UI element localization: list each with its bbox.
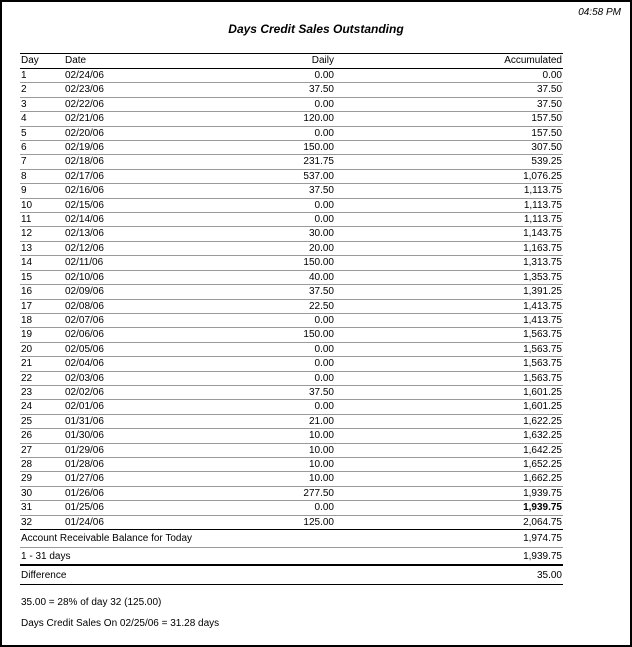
cell-day: 26 [20,429,64,443]
cell-accumulated: 37.50 [335,83,563,97]
cell-accumulated: 1,413.75 [335,313,563,327]
cell-day: 2 [20,83,64,97]
cell-accumulated: 1,563.75 [335,328,563,342]
report-time: 04:58 PM [578,7,621,18]
cell-date: 02/21/06 [64,112,200,126]
cell-daily: 37.50 [200,184,335,198]
cell-date: 02/17/06 [64,169,200,183]
cell-daily: 0.00 [200,342,335,356]
cell-daily: 150.00 [200,256,335,270]
cell-accumulated: 1,563.75 [335,357,563,371]
cell-daily: 10.00 [200,443,335,457]
cell-day: 13 [20,241,64,255]
cell-accumulated: 1,076.25 [335,169,563,183]
table-row [20,385,563,399]
cell-date: 02/20/06 [64,126,200,140]
table-row [20,97,563,111]
cell-day: 30 [20,486,64,500]
cell-day: 29 [20,472,64,486]
table-row [20,69,563,83]
cell-day: 15 [20,270,64,284]
cell-daily: 10.00 [200,457,335,471]
cell-date: 02/23/06 [64,83,200,97]
cell-daily: 10.00 [200,472,335,486]
cell-date: 02/06/06 [64,328,200,342]
table-row [20,400,563,414]
cell-date: 02/24/06 [64,69,200,83]
table-body [20,69,563,530]
cell-daily: 37.50 [200,385,335,399]
cell-accumulated: 37.50 [335,97,563,111]
table-row [20,457,563,471]
cell-accumulated: 1,622.25 [335,414,563,428]
cell-accumulated: 1,413.75 [335,299,563,313]
cell-daily: 10.00 [200,429,335,443]
cell-date: 02/22/06 [64,97,200,111]
column-header-date: Date [64,54,200,69]
cell-day: 27 [20,443,64,457]
cell-date: 01/28/06 [64,457,200,471]
cell-accumulated: 539.25 [335,155,563,169]
cell-daily: 0.00 [200,198,335,212]
cell-day: 19 [20,328,64,342]
cell-date: 02/05/06 [64,342,200,356]
cell-accumulated: 1,313.75 [335,256,563,270]
cell-accumulated: 2,064.75 [335,515,563,529]
cell-daily: 277.50 [200,486,335,500]
cell-daily: 21.00 [200,414,335,428]
table-row [20,83,563,97]
cell-day: 21 [20,357,64,371]
cell-accumulated: 1,353.75 [335,270,563,284]
cell-day: 12 [20,227,64,241]
cell-accumulated: 1,642.25 [335,443,563,457]
table-row [20,126,563,140]
cell-date: 02/18/06 [64,155,200,169]
cell-daily: 0.00 [200,69,335,83]
table-row [20,299,563,313]
report-title: Days Credit Sales Outstanding [228,22,404,36]
cell-date: 02/13/06 [64,227,200,241]
cell-day: 1 [20,69,64,83]
sales-table [20,53,563,530]
cell-date: 01/30/06 [64,429,200,443]
cell-day: 23 [20,385,64,399]
cell-date: 01/31/06 [64,414,200,428]
cell-accumulated: 1,143.75 [335,227,563,241]
cell-day: 14 [20,256,64,270]
table-row [20,198,563,212]
column-header-day: Day [20,54,64,69]
cell-daily: 150.00 [200,141,335,155]
cell-daily: 20.00 [200,241,335,255]
cell-daily: 537.00 [200,169,335,183]
table-row [20,357,563,371]
cell-day: 10 [20,198,64,212]
cell-daily: 37.50 [200,285,335,299]
table-row [20,328,563,342]
cell-date: 02/04/06 [64,357,200,371]
cell-daily: 231.75 [200,155,335,169]
cell-day: 28 [20,457,64,471]
table-row [20,515,563,529]
cell-accumulated: 1,113.75 [335,213,563,227]
cell-accumulated: 1,563.75 [335,371,563,385]
cell-day: 3 [20,97,64,111]
cell-date: 02/15/06 [64,198,200,212]
table-row [20,443,563,457]
cell-date: 02/01/06 [64,400,200,414]
cell-date: 02/03/06 [64,371,200,385]
cell-daily: 120.00 [200,112,335,126]
summary-value: 1,974.75 [523,533,562,544]
cell-day: 25 [20,414,64,428]
cell-date: 01/29/06 [64,443,200,457]
cell-day: 20 [20,342,64,356]
cell-accumulated: 1,163.75 [335,241,563,255]
cell-date: 02/11/06 [64,256,200,270]
summary-label: Difference [21,569,67,581]
table-row [20,486,563,500]
cell-daily: 0.00 [200,400,335,414]
table-row [20,169,563,183]
cell-date: 02/16/06 [64,184,200,198]
cell-date: 02/08/06 [64,299,200,313]
table-row [20,213,563,227]
cell-daily: 0.00 [200,357,335,371]
table-row [20,184,563,198]
table-row [20,414,563,428]
table-row [20,141,563,155]
cell-date: 01/27/06 [64,472,200,486]
cell-date: 02/09/06 [64,285,200,299]
table-row [20,371,563,385]
cell-day: 8 [20,169,64,183]
cell-daily: 150.00 [200,328,335,342]
summary-label: Account Receivable Balance for Today [21,533,193,544]
cell-day: 22 [20,371,64,385]
cell-daily: 40.00 [200,270,335,284]
cell-day: 6 [20,141,64,155]
cell-day: 5 [20,126,64,140]
cell-day: 32 [20,515,64,529]
cell-daily: 37.50 [200,83,335,97]
summary-value: 35.00 [536,569,562,581]
summary-value: 1,939.75 [523,550,562,562]
table-row [20,342,563,356]
cell-accumulated: 1,652.25 [335,457,563,471]
cell-date: 01/25/06 [64,501,200,515]
cell-accumulated: 1,563.75 [335,342,563,356]
cell-day: 9 [20,184,64,198]
table-row [20,256,563,270]
cell-date: 02/02/06 [64,385,200,399]
cell-day: 7 [20,155,64,169]
cell-accumulated: 157.50 [335,126,563,140]
summary-label: 1 - 31 days [21,550,71,562]
cell-daily: 30.00 [200,227,335,241]
cell-date: 01/26/06 [64,486,200,500]
cell-daily: 0.00 [200,213,335,227]
cell-accumulated: 1,601.25 [335,400,563,414]
cell-accumulated: 307.50 [335,141,563,155]
cell-accumulated: 1,113.75 [335,184,563,198]
table-row [20,155,563,169]
cell-daily: 0.00 [200,371,335,385]
cell-accumulated: 1,939.75 [335,501,563,515]
column-header-daily: Daily [200,54,335,69]
cell-date: 02/14/06 [64,213,200,227]
table-row [20,241,563,255]
cell-accumulated: 1,391.25 [335,285,563,299]
footnote-days-credit-sales: Days Credit Sales On 02/25/06 = 31.28 days [21,618,220,629]
cell-accumulated: 1,939.75 [335,486,563,500]
summary-row-difference [20,566,563,585]
summary-row-1-31-days [20,548,563,566]
summary-section [20,530,563,585]
cell-accumulated: 1,662.25 [335,472,563,486]
cell-accumulated: 0.00 [335,69,563,83]
column-header-accumulated: Accumulated [335,54,563,69]
cell-accumulated: 157.50 [335,112,563,126]
cell-daily: 125.00 [200,515,335,529]
cell-daily: 0.00 [200,126,335,140]
table-row [20,429,563,443]
table-row [20,472,563,486]
cell-date: 02/07/06 [64,313,200,327]
cell-accumulated: 1,632.25 [335,429,563,443]
cell-day: 31 [20,501,64,515]
footnote-difference-calc: 35.00 = 28% of day 32 (125.00) [21,597,162,608]
cell-date: 02/10/06 [64,270,200,284]
cell-date: 02/12/06 [64,241,200,255]
table-row [20,501,563,515]
cell-daily: 0.00 [200,313,335,327]
cell-daily: 0.00 [200,97,335,111]
table-row [20,270,563,284]
cell-day: 4 [20,112,64,126]
cell-date: 01/24/06 [64,515,200,529]
cell-day: 11 [20,213,64,227]
cell-date: 02/19/06 [64,141,200,155]
cell-daily: 22.50 [200,299,335,313]
table-row [20,112,563,126]
table-row [20,227,563,241]
cell-accumulated: 1,601.25 [335,385,563,399]
cell-day: 24 [20,400,64,414]
cell-day: 17 [20,299,64,313]
table-row [20,313,563,327]
cell-accumulated: 1,113.75 [335,198,563,212]
cell-daily: 0.00 [200,501,335,515]
cell-day: 18 [20,313,64,327]
cell-day: 16 [20,285,64,299]
table-row [20,285,563,299]
summary-row-receivable-balance [20,530,563,548]
table-header [20,54,563,69]
